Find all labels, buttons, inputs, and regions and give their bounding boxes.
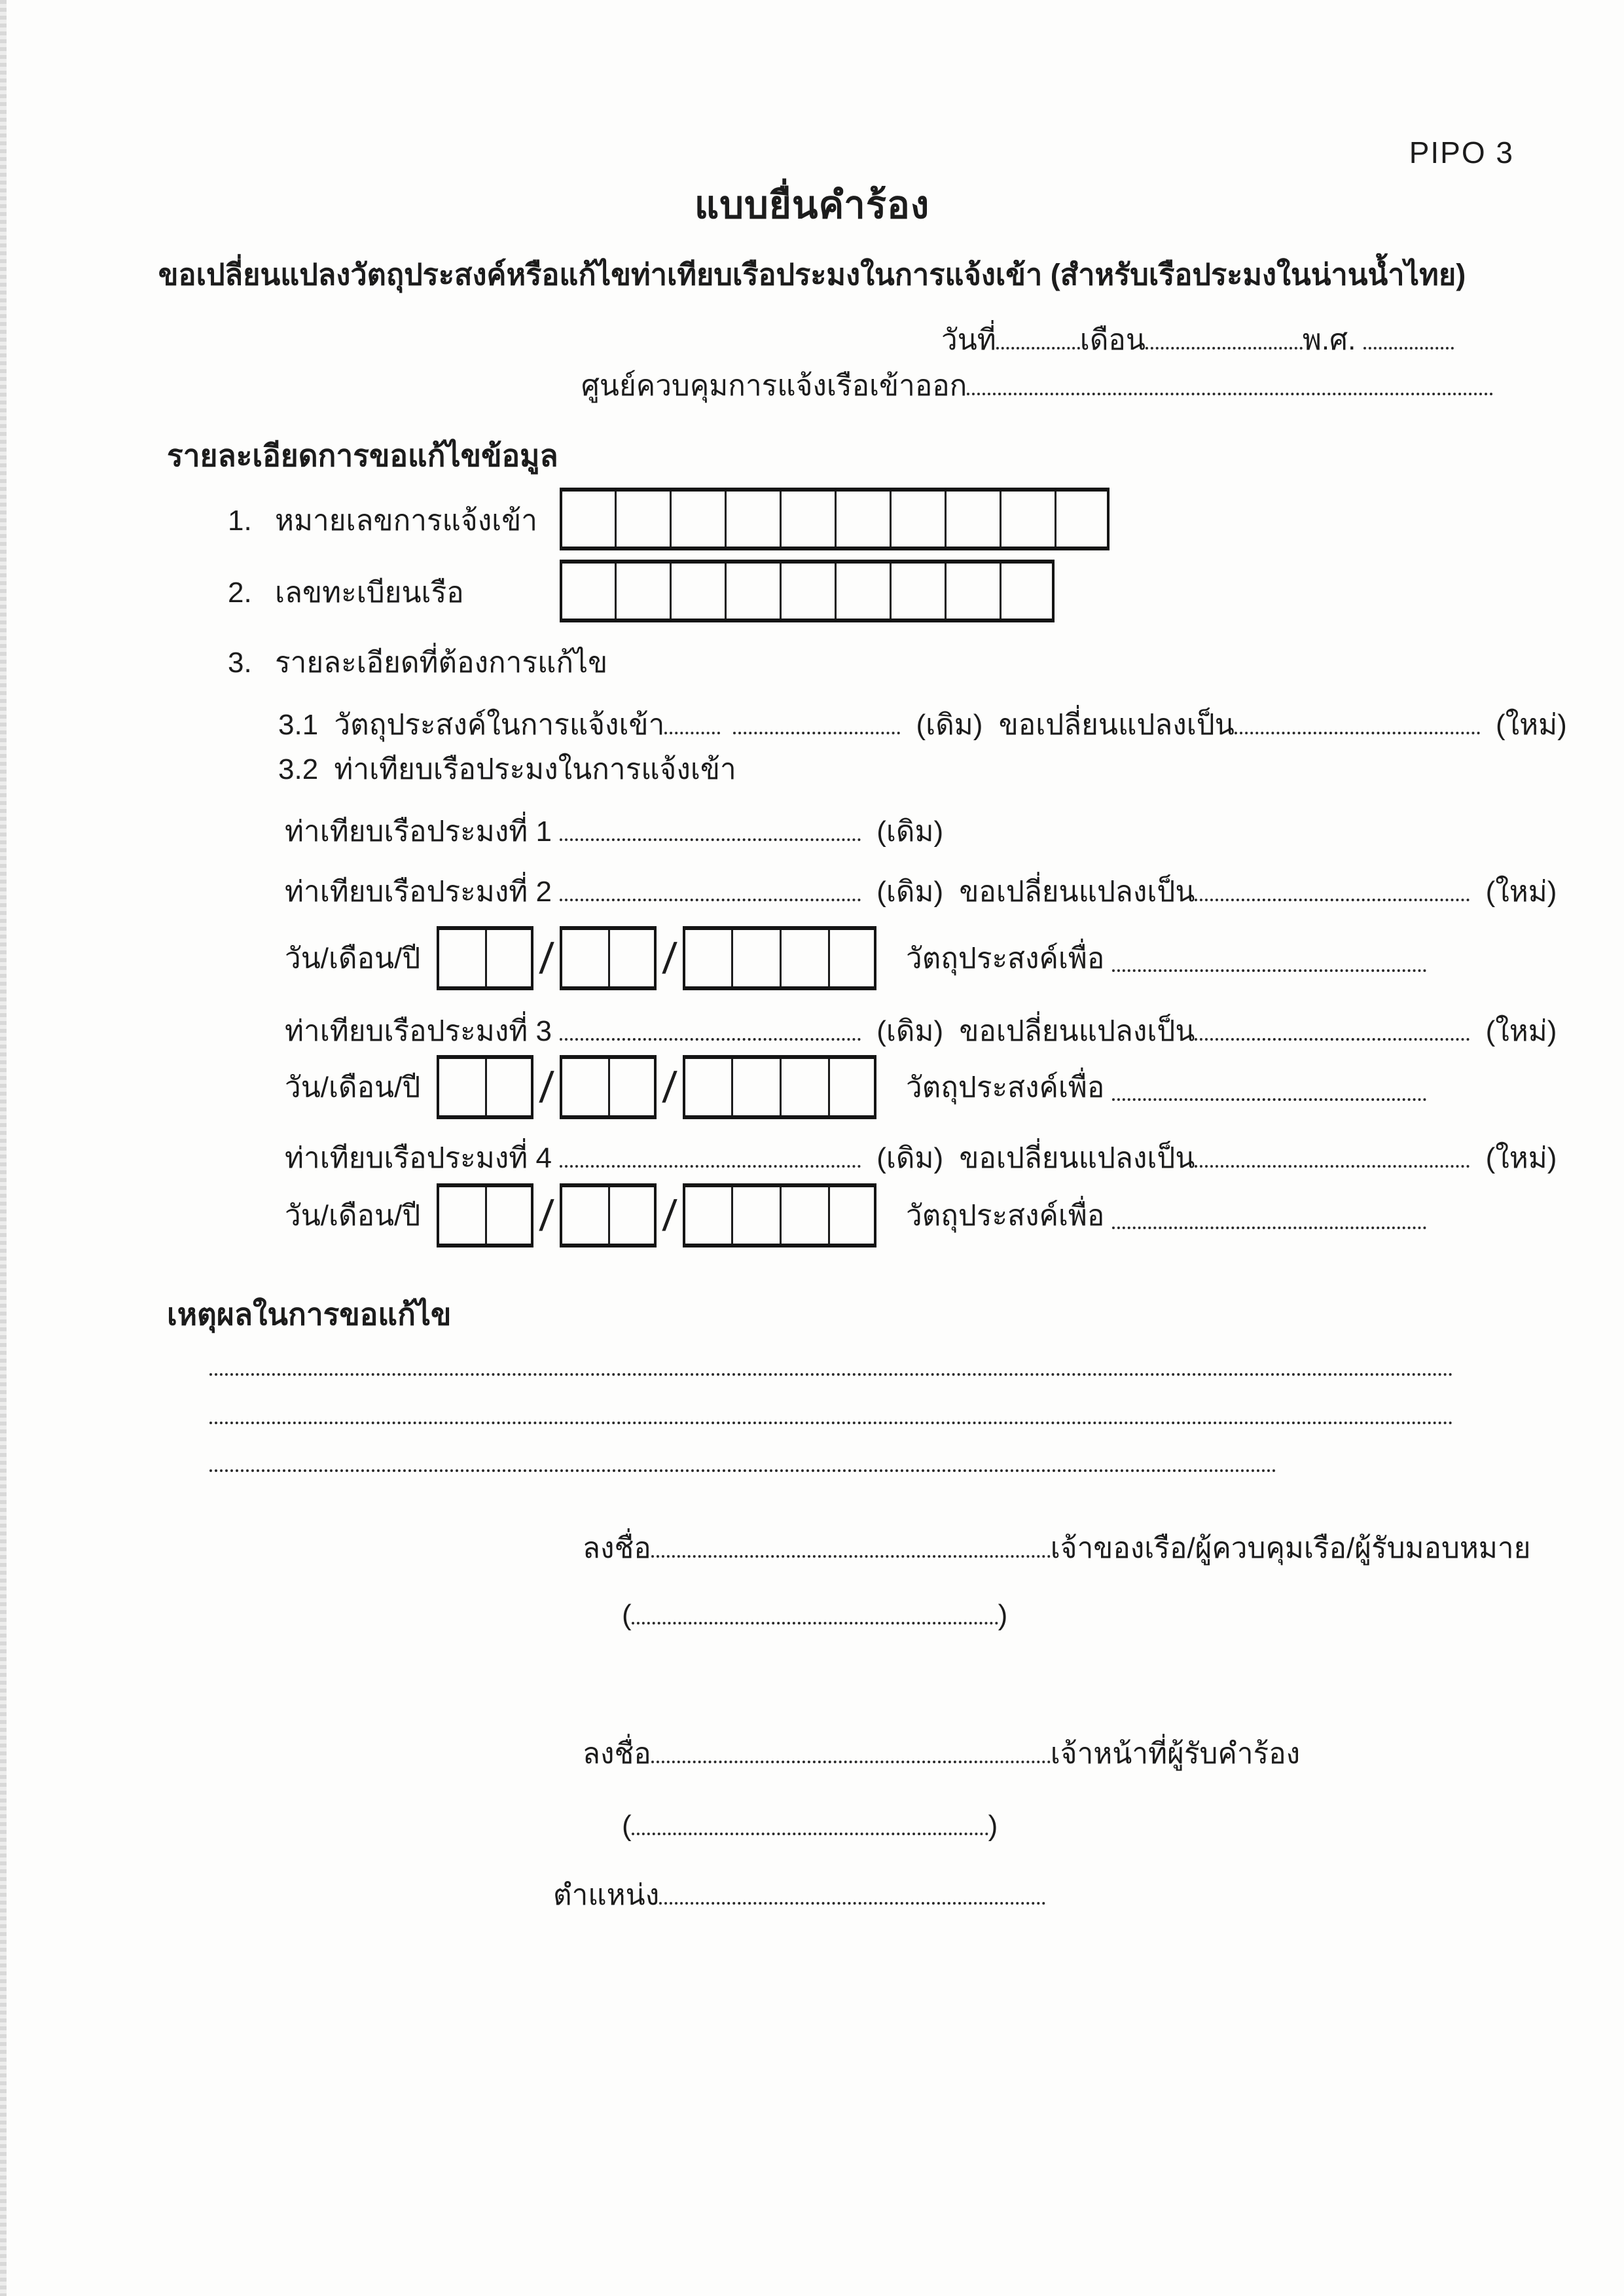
- date-label: วันที่: [941, 324, 996, 356]
- port-3-label: ท่าเทียบเรือประมงที่ 3: [285, 1015, 552, 1047]
- officer-name-paren-row: [622, 1808, 998, 1844]
- sign-label: ลงชื่อ: [583, 1532, 651, 1564]
- char-box[interactable]: [437, 1187, 485, 1244]
- port-4-date-row: [285, 1183, 1426, 1247]
- port-2-month-boxes[interactable]: [560, 926, 657, 990]
- new-tag: (ใหม่): [1485, 876, 1557, 908]
- owner-name-field[interactable]: [632, 1598, 998, 1624]
- officer-role-label: เจ้าหน้าที่ผู้รับคำร้อง: [1050, 1738, 1301, 1770]
- date-slash: /: [660, 1191, 679, 1240]
- port-4-day-boxes[interactable]: [437, 1183, 533, 1247]
- purpose-new-field[interactable]: [1235, 708, 1480, 734]
- sign-label: ลงชื่อ: [583, 1738, 651, 1770]
- char-box[interactable]: [890, 492, 945, 547]
- port-4-purpose-field[interactable]: [1112, 1202, 1426, 1229]
- port-row-1: [285, 814, 943, 850]
- date-slash: /: [537, 1191, 556, 1240]
- port-3-new-field[interactable]: [1195, 1014, 1470, 1041]
- char-box[interactable]: [608, 1187, 657, 1244]
- old-tag: (เดิม): [876, 816, 944, 848]
- char-box[interactable]: [1055, 492, 1110, 547]
- item-1-number: 1.: [228, 505, 252, 537]
- char-box[interactable]: [725, 564, 780, 619]
- position-label: ตำแหน่ง: [553, 1879, 660, 1911]
- signature-owner-row: [583, 1530, 1530, 1566]
- char-box[interactable]: [1000, 564, 1055, 619]
- char-box[interactable]: [780, 564, 835, 619]
- paren-close: ): [988, 1810, 998, 1842]
- new-tag: (ใหม่): [1485, 1015, 1557, 1047]
- entry-notification-number-boxes[interactable]: [560, 488, 1110, 550]
- char-box[interactable]: [437, 930, 485, 986]
- char-box[interactable]: [828, 1059, 876, 1115]
- form-title: แบบยื่นคำร้อง: [694, 184, 930, 226]
- char-box[interactable]: [828, 1187, 876, 1244]
- port-3-month-boxes[interactable]: [560, 1055, 657, 1119]
- dmy-label: วัน/เดือน/ปี: [285, 1071, 421, 1103]
- port-1-old-field[interactable]: [560, 814, 861, 841]
- sub-item-3-1-label: วัตถุประสงค์ในการแจ้งเข้า: [334, 709, 665, 741]
- port-2-date-row: [285, 926, 1426, 990]
- owner-name-paren-row: [622, 1597, 1007, 1633]
- item-2: [228, 575, 464, 611]
- char-box[interactable]: [615, 492, 670, 547]
- sub-item-3-1: [278, 707, 1567, 743]
- old-tag: (เดิม): [916, 709, 983, 741]
- change-to-label: ขอเปลี่ยนแปลงเป็น: [959, 1142, 1195, 1174]
- old-tag: (เดิม): [876, 876, 944, 908]
- char-box[interactable]: [731, 1187, 780, 1244]
- char-box[interactable]: [485, 1187, 533, 1244]
- position-field[interactable]: [659, 1878, 1045, 1905]
- new-tag: (ใหม่): [1496, 709, 1567, 741]
- sub-item-3-2-label: ท่าเทียบเรือประมงในการแจ้งเข้า: [334, 753, 736, 785]
- date-month-field[interactable]: [1146, 323, 1303, 350]
- dmy-label: วัน/เดือน/ปี: [285, 942, 421, 975]
- control-centre-line: [581, 368, 1493, 404]
- char-box[interactable]: [780, 1187, 828, 1244]
- header-date-line: [941, 322, 1454, 358]
- char-box[interactable]: [835, 492, 890, 547]
- control-centre-field[interactable]: [967, 368, 1493, 395]
- vessel-registration-number-boxes[interactable]: [560, 560, 1055, 622]
- char-box[interactable]: [731, 930, 780, 986]
- port-4-label: ท่าเทียบเรือประมงที่ 4: [285, 1142, 552, 1174]
- port-3-purpose-field[interactable]: [1112, 1073, 1426, 1100]
- char-box[interactable]: [835, 564, 890, 619]
- paren-open: (: [622, 1810, 632, 1842]
- port-2-year-boxes[interactable]: [683, 926, 876, 990]
- port-2-day-boxes[interactable]: [437, 926, 533, 990]
- item-3-label: รายละเอียดที่ต้องการแก้ไข: [275, 647, 608, 679]
- purpose-old-field-b[interactable]: [733, 708, 900, 734]
- char-box[interactable]: [890, 564, 945, 619]
- char-box[interactable]: [945, 564, 1000, 619]
- reason-line-1[interactable]: [209, 1373, 1453, 1376]
- reason-line-2[interactable]: [209, 1422, 1453, 1424]
- officer-signature-field[interactable]: [651, 1736, 1051, 1763]
- port-2-purpose-field[interactable]: [1112, 944, 1426, 971]
- char-box[interactable]: [608, 1059, 657, 1115]
- owner-role-label: เจ้าของเรือ/ผู้ควบคุมเรือ/ผู้รับมอบหมาย: [1050, 1532, 1531, 1564]
- date-slash: /: [537, 933, 556, 982]
- form-subtitle: ขอเปลี่ยนแปลงวัตถุประสงค์หรือแก้ไขท่าเทียบเรือประมงในการแจ้งเข้า (สำหรับเรือประมงในน่านน้ำไทย): [158, 258, 1466, 291]
- date-slash: /: [660, 933, 679, 982]
- port-row-4: [285, 1140, 1557, 1176]
- item-3: [228, 645, 607, 681]
- char-box[interactable]: [828, 930, 876, 986]
- char-box[interactable]: [560, 930, 608, 986]
- char-box[interactable]: [945, 492, 1000, 547]
- section-heading: รายละเอียดการขอแก้ไขข้อมูล: [167, 439, 558, 473]
- char-box[interactable]: [731, 1059, 780, 1115]
- sub-item-3-1-number: 3.1: [278, 709, 319, 741]
- era-label: พ.ศ.: [1302, 324, 1356, 356]
- change-to-label: ขอเปลี่ยนแปลงเป็น: [959, 876, 1195, 908]
- char-box[interactable]: [560, 492, 615, 547]
- char-box[interactable]: [780, 492, 835, 547]
- char-box[interactable]: [683, 1059, 731, 1115]
- sub-item-3-2: [278, 751, 736, 787]
- reason-heading: เหตุผลในการขอแก้ไข: [167, 1297, 452, 1331]
- port-3-year-boxes[interactable]: [683, 1055, 876, 1119]
- port-3-day-boxes[interactable]: [437, 1055, 533, 1119]
- purpose-for-label: วัตถุประสงค์เพื่อ: [906, 1199, 1105, 1232]
- char-box[interactable]: [725, 492, 780, 547]
- change-to-label: ขอเปลี่ยนแปลงเป็น: [959, 1015, 1195, 1047]
- char-box[interactable]: [560, 1187, 608, 1244]
- item-3-number: 3.: [228, 647, 252, 679]
- date-slash: /: [660, 1062, 679, 1111]
- port-3-date-row: [285, 1055, 1426, 1119]
- date-year-field[interactable]: [1363, 323, 1454, 350]
- char-box[interactable]: [1000, 492, 1055, 547]
- change-to-label: ขอเปลี่ยนแปลงเป็น: [998, 709, 1235, 741]
- char-box[interactable]: [485, 1059, 533, 1115]
- char-box[interactable]: [683, 930, 731, 986]
- owner-signature-field[interactable]: [651, 1531, 1051, 1558]
- date-day-field[interactable]: [996, 323, 1080, 350]
- item-2-number: 2.: [228, 577, 252, 609]
- char-box[interactable]: [670, 564, 725, 619]
- port-3-old-field[interactable]: [560, 1014, 861, 1041]
- port-2-old-field[interactable]: [560, 874, 861, 901]
- char-box[interactable]: [560, 564, 615, 619]
- officer-name-field[interactable]: [632, 1808, 988, 1835]
- purpose-for-label: วัตถุประสงค์เพื่อ: [906, 1071, 1105, 1103]
- paren-close: ): [998, 1599, 1008, 1631]
- old-tag: (เดิม): [876, 1142, 944, 1174]
- port-4-new-field[interactable]: [1195, 1141, 1470, 1168]
- char-box[interactable]: [608, 930, 657, 986]
- new-tag: (ใหม่): [1485, 1142, 1557, 1174]
- month-label: เดือน: [1079, 324, 1146, 356]
- dmy-label: วัน/เดือน/ปี: [285, 1199, 421, 1232]
- item-1-label: หมายเลขการแจ้งเข้า: [275, 505, 538, 537]
- char-box[interactable]: [560, 1059, 608, 1115]
- char-box[interactable]: [780, 930, 828, 986]
- port-4-old-field[interactable]: [560, 1141, 861, 1168]
- port-row-2: [285, 874, 1557, 910]
- date-slash: /: [537, 1062, 556, 1111]
- form-code: PIPO 3: [1409, 135, 1514, 170]
- char-box[interactable]: [437, 1059, 485, 1115]
- old-tag: (เดิม): [876, 1015, 944, 1047]
- control-centre-label: ศูนย์ควบคุมการแจ้งเรือเข้าออก: [581, 370, 967, 402]
- port-4-month-boxes[interactable]: [560, 1183, 657, 1247]
- port-row-3: [285, 1013, 1557, 1049]
- port-4-year-boxes[interactable]: [683, 1183, 876, 1247]
- reason-line-3[interactable]: [209, 1469, 1276, 1472]
- char-box[interactable]: [485, 930, 533, 986]
- purpose-old-field-a[interactable]: [664, 708, 720, 734]
- signature-officer-row: [583, 1736, 1300, 1772]
- port-2-new-field[interactable]: [1195, 874, 1470, 901]
- purpose-for-label: วัตถุประสงค์เพื่อ: [906, 942, 1105, 975]
- char-box[interactable]: [683, 1187, 731, 1244]
- position-row: [553, 1877, 1045, 1913]
- item-1: [228, 503, 537, 539]
- port-1-label: ท่าเทียบเรือประมงที่ 1: [285, 816, 552, 848]
- sub-item-3-2-number: 3.2: [278, 753, 319, 785]
- item-2-label: เลขทะเบียนเรือ: [275, 577, 464, 609]
- char-box[interactable]: [615, 564, 670, 619]
- port-2-label: ท่าเทียบเรือประมงที่ 2: [285, 876, 552, 908]
- paren-open: (: [622, 1599, 632, 1631]
- scan-edge-artifact: [0, 0, 7, 2296]
- char-box[interactable]: [780, 1059, 828, 1115]
- char-box[interactable]: [670, 492, 725, 547]
